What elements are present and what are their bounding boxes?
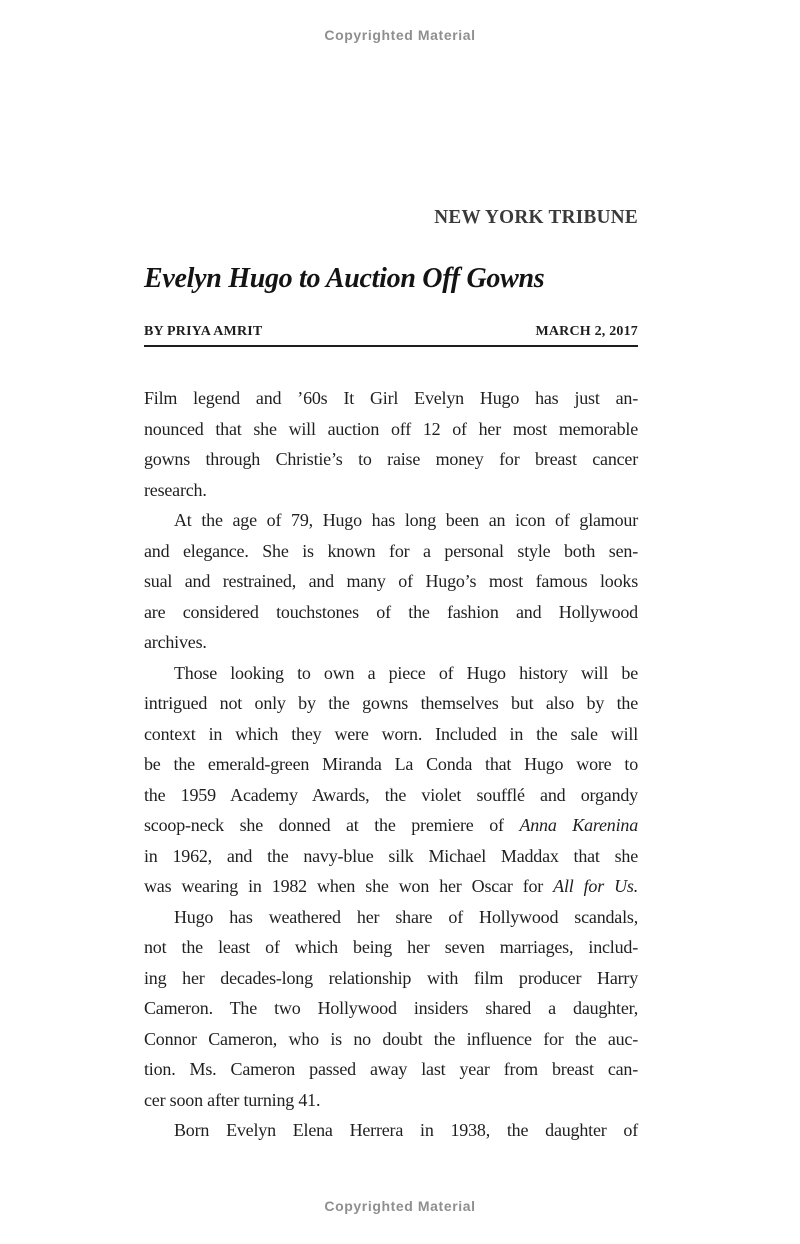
- body-line: Those looking to own a piece of Hugo history will be: [174, 662, 638, 683]
- body-line: Cameron. The two Hollywood insiders shared a daughter,: [144, 998, 638, 1018]
- byline-rule: [144, 345, 638, 347]
- body-line: At the age of 79, Hugo has long been an icon of glamour: [174, 510, 638, 530]
- body-line: tion. Ms. Cameron passed away last year from breast can-: [144, 1059, 638, 1079]
- body-line: and elegance. She is known for a personal style both sen-: [144, 540, 638, 561]
- body-line: intrigued not only by the gowns themselves but also by the: [144, 693, 638, 713]
- body-line: sual and restrained, and many of Hugo’s most famous looks: [144, 571, 638, 591]
- article-headline: Evelyn Hugo to Auction Off Gowns: [144, 263, 545, 294]
- body-line: gowns through Christie’s to raise money for breast cancer: [144, 449, 638, 469]
- newspaper-masthead: NEW YORK TRIBUNE: [434, 206, 638, 228]
- body-line: archives.: [144, 632, 207, 652]
- body-line: cer soon after turning 41.: [144, 1089, 321, 1110]
- body-line: scoop-neck she donned at the premiere of Anna Karenina: [144, 815, 639, 835]
- body-line: Film legend and ’60s It Girl Evelyn Hugo has just an-: [144, 388, 638, 408]
- body-line: ing her decades-long relationship with film producer Harry: [144, 967, 638, 988]
- body-line: the 1959 Academy Awards, the violet soufflé and organdy: [144, 784, 638, 805]
- body-line: not the least of which being her seven marriages, includ-: [144, 937, 638, 957]
- body-line: are considered touchstones of the fashion and Hollywood: [144, 601, 638, 622]
- body-line: context in which they were worn. Included in the sale will: [144, 723, 638, 744]
- copyright-bottom-label: Copyrighted Material: [324, 1198, 476, 1214]
- copyright-top-label: Copyrighted Material: [324, 27, 476, 43]
- article-date: MARCH 2, 2017: [535, 324, 638, 339]
- body-line: in 1962, and the navy-blue silk Michael Maddax that she: [144, 845, 638, 866]
- body-line: research.: [144, 479, 207, 500]
- article-byline: BY PRIYA AMRIT: [144, 324, 263, 339]
- body-line: nounced that she will auction off 12 of her most memorable: [144, 418, 638, 439]
- body-line: Hugo has weathered her share of Hollywood scandals,: [174, 906, 638, 927]
- body-line: was wearing in 1982 when she won her Oscar for All for Us.: [144, 876, 638, 896]
- body-line: Connor Cameron, who is no doubt the influence for the auc-: [144, 1028, 638, 1049]
- article-body: [144, 383, 638, 1146]
- newspaper-article: [144, 205, 638, 1146]
- body-line: be the emerald-green Miranda La Conda that Hugo wore to: [144, 754, 638, 774]
- byline-row: [144, 324, 638, 340]
- body-line: Born Evelyn Elena Herrera in 1938, the daughter of: [174, 1120, 638, 1140]
